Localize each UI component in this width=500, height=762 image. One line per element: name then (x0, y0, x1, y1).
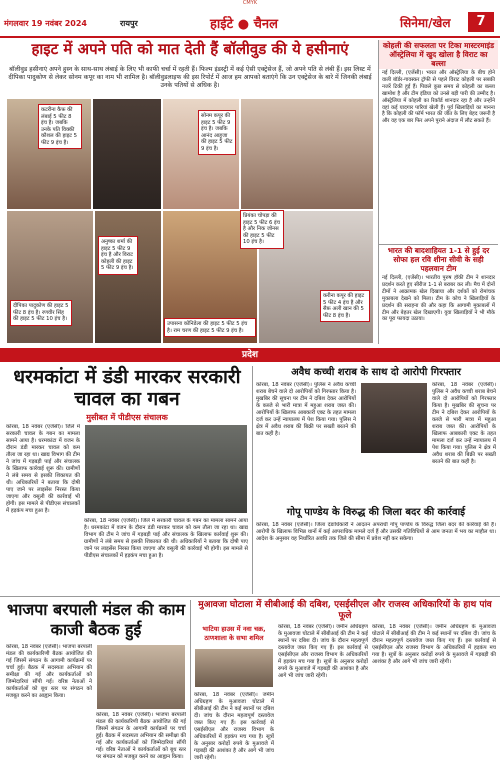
column-rule-bottom (190, 600, 191, 760)
page-section-name: सिनेमा/खेल (400, 16, 451, 30)
caption-2: सोनम कपूर की हाइट 5 फीट 9 इंच है। जबकि आनंद आहूजा की हाइट 5 फीट 9 इंच है। (198, 110, 236, 155)
right-column (378, 40, 498, 344)
story-right-text-3: कोरबा, 18 नवंबर (एजेंसी)। जिला दंडाधिकारी ने आदतन अपराधी गोपू पाण्डेय के विरुद्ध जिला बदर की कार्रवाई की है। आरोपी के खिलाफ विभिन्न थानों में कई आपराधिक मामले दर्ज हैं और उसकी गतिविधियों से आम जनता में भय का माहौल था। आदेश के अनुसार वह निर्धारित अवधि तक जिले की सीमा में प्रवेश नहीं कर सकेगा। (256, 522, 496, 542)
story-right-headline: अवैध कच्ची शराब के साथ दो आरोपी गिरफ्तार (291, 367, 461, 378)
caption-4: दीपिका पादुकोण की हाइट 5 फीट 8 इंच है। रणवीर सिंह की हाइट 5 फीट 10 इंच है। (10, 300, 72, 326)
bottom-right-headline: मुआवजा घोटाला में सीबीआई की दबिश, एसईसीएल और राजस्व अधिकारियों के हाथ पांव फूले (198, 600, 492, 621)
column-rule (252, 366, 253, 594)
story-right-text: कोरबा, 18 नवंबर (एजेंसी)। पुलिस ने अवैध कच्ची शराब बेचने वाले दो आरोपियों को गिरफ्तार किया है। मुखबिर की सूचना पर टीम ने दबिश देकर आरोपियों के कब्जे से भारी मात्रा में महुआ शराब जब्त की। आरोपियों के खिलाफ आबकारी एक्ट के तहत मामला दर्ज कर उन्हें न्यायालय में पेश किया गया। पुलिस ने क्षेत्र में अवैध शराब की बिक्री पर सख्ती बरतने की बात कही है। (256, 382, 356, 437)
story-right-text-2: कोरबा, 18 नवंबर (एजेंसी)। पुलिस ने अवैध कच्ची शराब बेचने वाले दो आरोपियों को गिरफ्तार किया है। मुखबिर की सूचना पर टीम ने दबिश देकर आरोपियों के कब्जे से भारी मात्रा में महुआ शराब जब्त की। आरोपियों के खिलाफ आबकारी एक्ट के तहत मामला दर्ज कर उन्हें न्यायालय में पेश किया गया। पुलिस ने क्षेत्र में अवैध शराब की बिक्री पर सख्ती बरतने की बात कही है। (432, 382, 496, 465)
section-band-label: प्रदेश (241, 350, 259, 360)
bottom-left-text-2: कोरबा, 18 नवंबर (एजेंसी)। भाजपा बरपाली मंडल की कार्यकारिणी बैठक आयोजित की गई जिसमें संगठन के आगामी कार्यक्रमों पर चर्चा हुई। बैठक में सदस्यता अभियान की समीक्षा की गई और कार्यकर्ताओं को जिम्मेदारियां सौंपी गईं। वरिष्ठ नेताओं ने कार्यकर्ताओं को बूथ स्तर पर संगठन को मजबूत करने का आह्वान किया। (96, 712, 186, 760)
photo-couple-2 (92, 98, 162, 210)
caption-3: प्रियंका चोपड़ा की हाइट 5 फीट 6 इंच है और निक जोनस की हाइट 5 फीट 10 इंच है। (240, 210, 284, 249)
bottom-left-headline: भाजपा बरपाली मंडल की काम काजी बैठक हुई (6, 600, 186, 639)
sports-text-2: नई दिल्ली, (एजेंसी)। भारतीय पुरुष हॉकी टीम ने शानदार प्रदर्शन करते हुए सीरीज 1-1 से बराबर कर ली। मैच में दोनों टीमों ने आक्रामक खेल दिखाया और दर्शकों को रोमांचक मुकाबला देखने को मिला। टीम के कोच ने खिलाड़ियों के प्रदर्शन की सराहना की और कहा कि आगामी मुकाबलों में टीम और बेहतर खेल दिखाएगी। युवा खिलाड़ियों ने भी मौके का पूरा फायदा उठाया। (382, 275, 495, 323)
story-left-subhead: मुसीबत में पीडीएस संचालक (86, 413, 168, 422)
caption-5: अनुष्का शर्मा की हाइट 5 फीट 9 इंच है और विराट कोहली की हाइट 5 फीट 9 इंच है। (98, 236, 138, 275)
caption-7: उपासना कोनिडेला की हाइट 5 फीट 5 इंच है। राम चरण की हाइट 5 फीट 9 इंच है। (164, 318, 256, 337)
bottom-right-text: कोरबा, 18 नवंबर (एजेंसी)। जमीन अधिग्रहण के मुआवजा घोटाले में सीबीआई की टीम ने कई स्थानों पर दबिश दी। जांच के दौरान महत्वपूर्ण दस्तावेज जब्त किए गए हैं। इस कार्रवाई से एसईसीएल और राजस्व विभाग के अधिकारियों में हड़कंप मच गया है। सूत्रों के अनुसार करोड़ों रुपये के मुआवजे में गड़बड़ी की आशंका है और आगे भी जांच जारी रहेगी। (278, 624, 368, 679)
story-right-headline-2: गोपू पाण्डेय के विरुद्ध की जिला बदर की कार्रवाई (286, 507, 466, 518)
color-registration-strip (0, 0, 500, 10)
edition-city: रायपुर (120, 19, 138, 28)
bottom-right-text-2: कोरबा, 18 नवंबर (एजेंसी)। जमीन अधिग्रहण के मुआवजा घोटाले में सीबीआई की टीम ने कई स्थानों पर दबिश दी। जांच के दौरान महत्वपूर्ण दस्तावेज जब्त किए गए हैं। इस कार्रवाई से एसईसीएल और राजस्व विभाग के अधिकारियों में हड़कंप मच गया है। सूत्रों के अनुसार करोड़ों रुपये के मुआवजे में गड़बड़ी की आशंका है और आगे भी जांच जारी रहेगी। (194, 692, 274, 760)
photo-anushka-virat (94, 210, 162, 344)
page-number: 7 (468, 12, 494, 32)
sports-headline-2: भारत की बादशाहियत 1-1 से हुई दर सोफा हल रवि शीना सीवी के सही पहलवान टीम (379, 244, 498, 274)
caption-1: कटरीना कैफ़ की लंबाई 5 फीट 8 इंच है। जबकि उनके पति विक्की कौशल की हाइट 5 फीट 9 इंच है। (38, 104, 82, 149)
story-left-text-2: कोरबा, 18 नवंबर (एजेंसी)। जिले में सरकारी चावल के गबन का मामला सामने आया है। धरमकांटा में वजन के दौरान डंडी मारकर चावल को कम तौला जा रहा था। खाद्य विभाग की टीम ने जांच में गड़बड़ी पाई और संचालक के खिलाफ कार्रवाई शुरू की। ग्रामीणों ने लंबे समय से इसकी शिकायत की थी। अधिकारियों ने बताया कि दोषी पाए जाने पर लाइसेंस निरस्त किया जाएगा और वसूली की कार्रवाई भी होगी। इस मामले से पीडीएस संचालकों में हड़कंप मचा हुआ है। (84, 518, 248, 559)
bottom-right-text-3: कोरबा, 18 नवंबर (एजेंसी)। जमीन अधिग्रहण के मुआवजा घोटाले में सीबीआई की टीम ने कई स्थानों पर दबिश दी। जांच के दौरान महत्वपूर्ण दस्तावेज जब्त किए गए हैं। इस कार्रवाई से एसईसीएल और राजस्व विभाग के अधिकारियों में हड़कंप मच गया है। सूत्रों के अनुसार करोड़ों रुपये के मुआवजे में गड़बड़ी की आशंका है और आगे भी जांच जारी रहेगी। (372, 624, 496, 665)
section-band-pradesh (0, 348, 500, 362)
photo-accused (360, 382, 428, 454)
section-logo: हाईटे ● चैनल (210, 17, 278, 32)
divider (0, 596, 500, 597)
sports-text-1: नई दिल्ली, (एजेंसी)। भारत और ऑस्ट्रेलिया के बीच होने वाली बॉर्डर-गावस्कर ट्रॉफी से पहले विराट कोहली पर सबकी नजरें टिकी हुई हैं। पिछले कुछ समय से कोहली का बल्ला खामोश है और टीम इंडिया को उनसे बड़ी पारी की उम्मीद है। ऑस्ट्रेलिया में कोहली का रिकॉर्ड शानदार रहा है और उन्होंने वहां कई यादगार पारियां खेली हैं। पूर्व खिलाड़ियों का मानना है कि कोहली की फॉर्म भारत की जीत के लिए बेहद जरूरी है और वह एक बार फिर अपने पुराने अंदाज में लौट सकते हैं। (382, 70, 495, 125)
main-headline: हाइट में अपने पति को मात देती हैं बॉलीवुड की ये हसीनाएं (31, 40, 349, 58)
issue-date: मंगलवार 19 नवंबर 2024 (4, 19, 87, 28)
story-left-text: कोरबा, 18 नवंबर (एजेंसी)। जिले में सरकारी चावल के गबन का मामला सामने आया है। धरमकांटा में वजन के दौरान डंडी मारकर चावल को कम तौला जा रहा था। खाद्य विभाग की टीम ने जांच में गड़बड़ी पाई और संचालक के खिलाफ कार्रवाई शुरू की। ग्रामीणों ने लंबे समय से इसकी शिकायत की थी। अधिकारियों ने बताया कि दोषी पाए जाने पर लाइसेंस निरस्त किया जाएगा और वसूली की कार्रवाई भी होगी। इस मामले से पीडीएस संचालकों में हड़कंप मचा हुआ है। (6, 424, 80, 514)
photo-meeting (96, 644, 186, 710)
story-left-headline: धरमकांटा में डंडी मारकर सरकारी चावल का गबन (13, 366, 241, 410)
bottom-right-subhead: भाटिया हाउस में नवा चक्र, ठाणशाला के सभा शमिल (202, 625, 266, 642)
cmyk-label: CMYK (242, 0, 258, 6)
bottom-left-text: कोरबा, 18 नवंबर (एजेंसी)। भाजपा बरपाली मंडल की कार्यकारिणी बैठक आयोजित की गई जिसमें संगठन के आगामी कार्यक्रमों पर चर्चा हुई। बैठक में सदस्यता अभियान की समीक्षा की गई और कार्यकर्ताओं को जिम्मेदारियां सौंपी गईं। वरिष्ठ नेताओं ने कार्यकर्ताओं को बूथ स्तर पर संगठन को मजबूत करने का आह्वान किया। (6, 644, 92, 699)
main-intro: बॉलीवुड हसीनाएं अपने हुस्न के साथ-साथ लंबाई के लिए भी काफी चर्चा में रहती हैं। फिल्म इंडस्ट्री में कई ऐसी एक्ट्रेसेज हैं, जो अपने पति से लंबी हैं। इस लिस्ट में दीपिका पादुकोण से लेकर सोनम कपूर का नाम भी शामिल है। बॉलीवुडलाइफ की इस रिपोर्ट में आज हम आपको बताएंगे कि उन एक्ट्रेसेज के बारे में जिनकी लंबाई उनके पतियों से अधिक है। (8, 66, 372, 90)
photo-officials (194, 648, 274, 688)
photo-priyanka-nick (240, 98, 374, 210)
photo-truck (84, 424, 248, 514)
sports-headline-1: कोहली की सफलता पर टिका मास्टरमाइंड ऑस्ट्रेलिया में खुद खोला है विराट का बल्ला (379, 40, 498, 69)
caption-6: करीना कपूर की हाइट 5 फीट 4 इंच है और सैफ़ अली खान की 5 फीट 8 इंच है। (320, 290, 370, 322)
